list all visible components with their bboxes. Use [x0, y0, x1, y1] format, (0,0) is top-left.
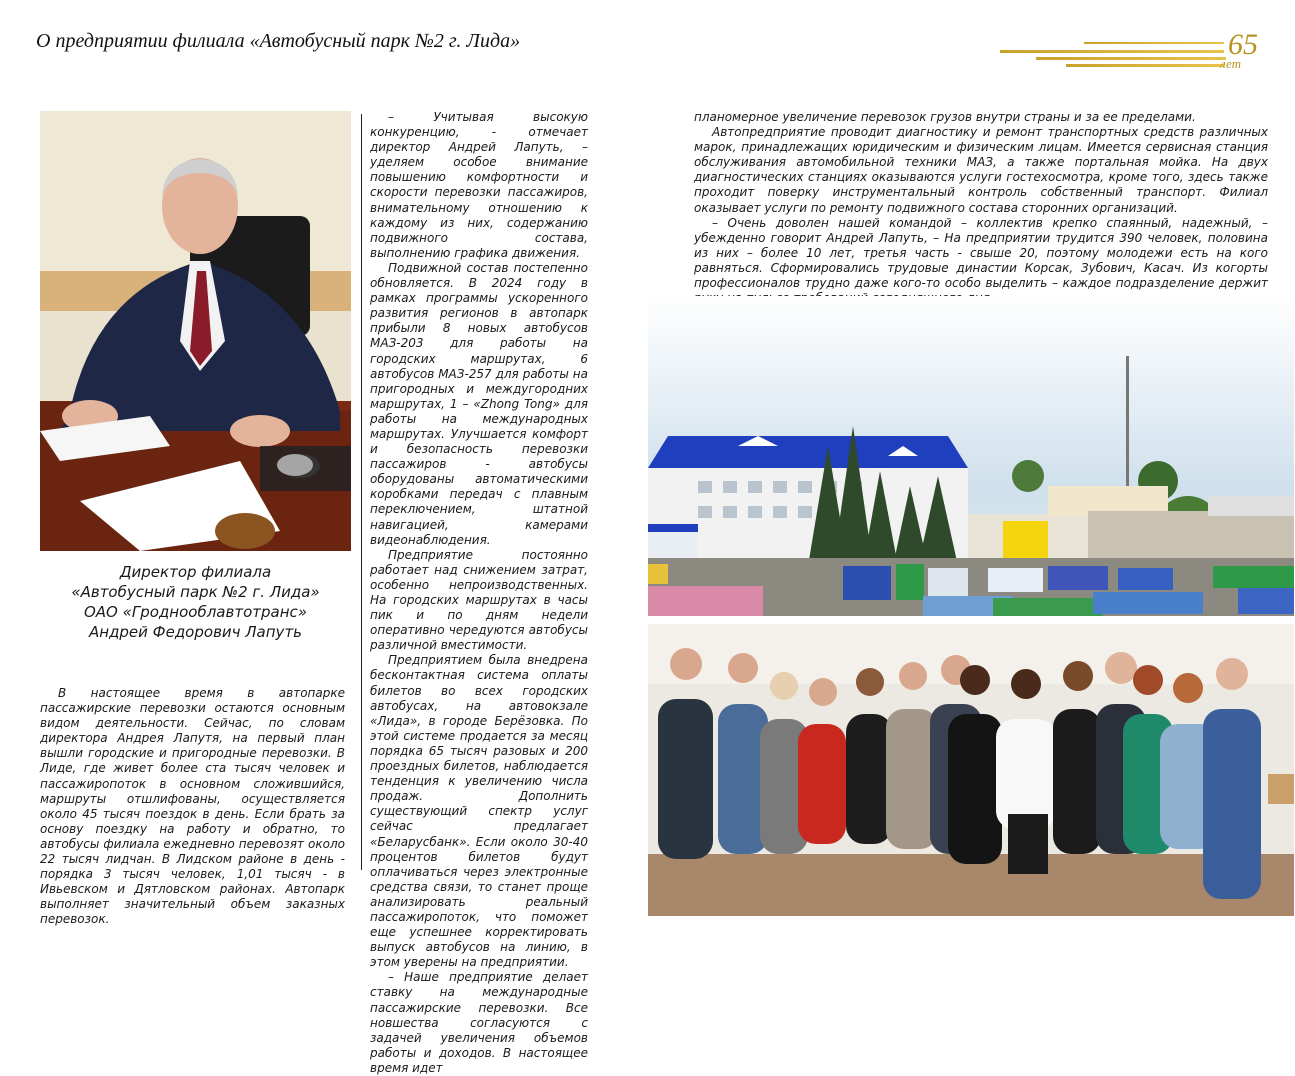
director-portrait-photo [40, 111, 351, 551]
text-column-left [40, 686, 345, 928]
team-photo [648, 624, 1294, 916]
paragraph: – Очень доволен нашей командой – коллектив крепко спаянный, надежный, – убежденно говорит Андрей Лапуть, – На предприятии трудится 390 человек, половина из них – более 10 лет, третья часть - свыше 20, поэтому молодежи есть на кого равняться. Сформировались трудовые династии Корсак, Зубович, Касач. Из когорты профессионалов трудно даже кого-то особо выделить – каждое подразделение держит [694, 215, 1268, 291]
paragraph: – Наше предприятие делает ставку на международные пассажирские перевозки. Все новшества согласуются с задачей увеличения объемов работы и доходов. В настоящее время идет [370, 970, 588, 1075]
caption-line: «Автобусный парк №2 г. Лида» [71, 583, 320, 601]
logo-stripe [1000, 50, 1224, 53]
logo-stripe [1036, 57, 1226, 60]
column-divider [361, 114, 362, 870]
paragraph: Предприятие постоянно работает над снижением затрат, особенно непроизводственных. На городских маршрутах в часы пик и по дням недели оперативно чередуются автобусы различной вместимости. [370, 547, 588, 653]
logo-stripe [1066, 64, 1224, 67]
paragraph: Предприятием была внедрена бесконтактная система оплаты билетов во всех городских автобусах, на автовокзале «Лида», в городе Берёзовка. По этой системе продается за месяц порядка 65 тысяч разовых и 200 проездных билетов, наблюдается тенденция к увеличению числа продаж. Дополнить существующий спектр услуг сейчас предлагает «Беларусбанк». Если около 30-40 процентов билетов будут оплачиваться через электронные средства связи, то станет проще анализировать реальный пассажиропоток, что поможет еще успешнее корректировать выпуск автобусов на линию, в этом уверены на предприятии. [370, 653, 588, 970]
portrait-caption [40, 562, 351, 642]
paragraph: планомерное увеличение перевозок грузов внутри страны и за ее пределами. [694, 110, 1196, 124]
paragraph: Автопредприятие проводит диагностику и ремонт транспортных средств различных марок, принадлежащих юридическим и физическим лицам. Имеется сервисная станция обслуживания автомобильной техники МАЗ, а также портальная мойка. На двух диагностических станциях оказываются услуги гостехосмотра, кроме того, здесь также проходит поверку инструментальный контроль собственный транспорт. Филиал оказывает услуги по ремонту подвижного состава сторонних организаций. [694, 125, 1268, 215]
caption-line: Директор филиала [119, 563, 272, 581]
paragraph: В настоящее время в автопарке пассажирские перевозки остаются основным видом деятельности. Сейчас, по словам директора Андрея Лапутя, на первый план вышли городские и пригородные перевозки. В Лиде, где живет более ста тысяч человек и пассажиропоток в основном сложившийся, маршруты отшлифованы, осуществляется около 45 тысяч поездок в день. Если брать за основу поездку на работу и обратно, то автобусы филиала ежедневно перевозят около 22 тысяч лидчан. В Лидском районе в день - порядка 3 тысяч человек, 1,01 тысяч - в Ивьевском и Дятловском районах. Автопарк выполняет значительный объем заказных перевозок. [40, 686, 345, 927]
logo-stripe [1084, 42, 1224, 44]
caption-line: Андрей Федорович Лапуть [88, 623, 303, 641]
caption-line: ОАО «Гроднооблавтотранс» [83, 603, 308, 621]
anniversary-logo [996, 30, 1272, 74]
logo-subtitle: лет [1220, 56, 1241, 71]
text-column-middle [370, 110, 588, 1076]
bus-depot-photo [648, 296, 1294, 616]
logo-number: 65 [1228, 28, 1258, 61]
paragraph: Подвижной состав постепенно обновляется. В 2024 году в рамках программы ускоренного развития регионов в автопарк прибыли 8 новых автобусов МАЗ-203 для работы на городских маршрутах, 6 автобусов МАЗ-257 для работы на пригородных и междугородних маршрутах, 1 – «Zhong Tong» для работы на международных маршрутах. Улучшается комфорт и безопасность перевозки пассажиров - автобусы оборудованы автоматическими коробками передач с плавным переключением, штатной навигацией, камерами видеонаблюдения. [370, 260, 588, 547]
page-title: О предприятии филиала «Автобусный парк №2 г. Лида» [36, 30, 521, 52]
paragraph: – Учитывая высокую конкуренцию, - отмечает директор Андрей Лапуть, – уделяем особое внимание повышению комфортности и скорости перевозки пассажиров, внимательному отношению к каждому из них, содержанию подвижного состава, выполнению графика движения. [370, 110, 588, 260]
